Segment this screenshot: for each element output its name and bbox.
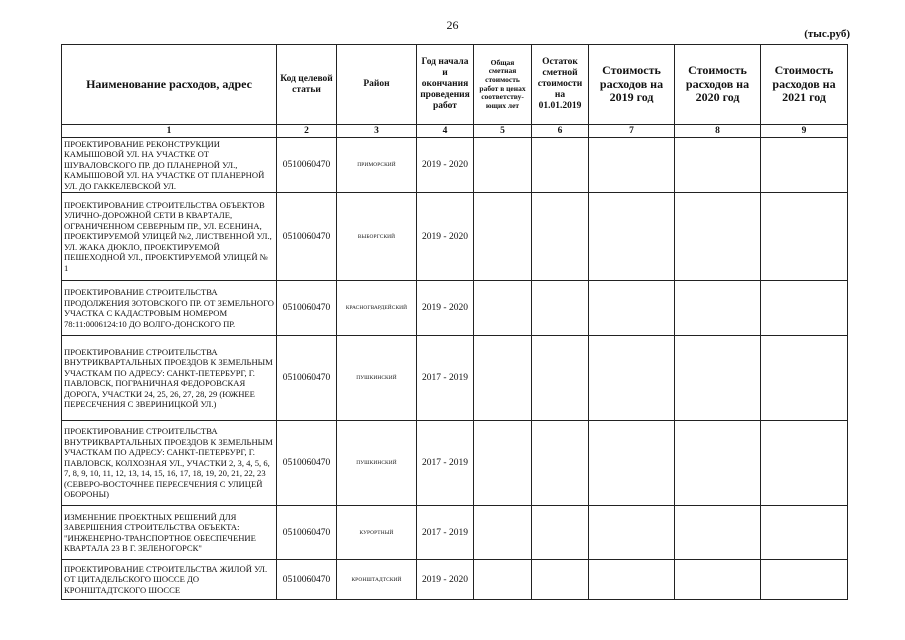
table-row (62, 506, 848, 560)
header-total-cost: Общая сметная стоимость работ в ценах соответству-ющих лет (474, 45, 532, 125)
row-name: ПРОЕКТИРОВАНИЕ СТРОИТЕЛЬСТВА ПРОДОЛЖЕНИЯ ЗОТОВСКОГО ПР. ОТ ЗЕМЕЛЬНОГО УЧАСТКА С КАДАСТРОВЫМ НОМЕРОМ 78:11:0006124:10 ДО ВОЛГО-ДОНСКОГО ПР. (62, 281, 277, 336)
expenses-table (61, 44, 848, 600)
row-years: 2017 - 2019 (417, 506, 474, 560)
row-total-cost (474, 193, 532, 281)
row-code: 0510060470 (277, 281, 337, 336)
row-cost-2019 (589, 193, 675, 281)
row-cost-2019 (589, 560, 675, 600)
row-code: 0510060470 (277, 336, 337, 421)
row-remainder (532, 336, 589, 421)
header-cost-2019: Стоимость расходов на 2019 год (589, 45, 675, 125)
header-remainder: Остаток сметной стоимости на 01.01.2019 (532, 45, 589, 125)
row-years: 2019 - 2020 (417, 560, 474, 600)
row-code: 0510060470 (277, 506, 337, 560)
row-remainder (532, 138, 589, 193)
row-cost-2021 (761, 138, 848, 193)
table-row (62, 336, 848, 421)
row-remainder (532, 281, 589, 336)
row-cost-2019 (589, 336, 675, 421)
row-district: ПУШКИНСКИЙ (337, 336, 417, 421)
header-cost-2020: Стоимость расходов на 2020 год (675, 45, 761, 125)
column-number: 9 (761, 125, 848, 138)
row-remainder (532, 421, 589, 506)
row-district: КРОНШТАДТСКИЙ (337, 560, 417, 600)
row-cost-2020 (675, 506, 761, 560)
column-number: 5 (474, 125, 532, 138)
row-total-cost (474, 138, 532, 193)
row-district: КРАСНОГВАРДЕЙСКИЙ (337, 281, 417, 336)
row-total-cost (474, 560, 532, 600)
row-cost-2021 (761, 421, 848, 506)
row-cost-2019 (589, 506, 675, 560)
row-name: ИЗМЕНЕНИЕ ПРОЕКТНЫХ РЕШЕНИЙ ДЛЯ ЗАВЕРШЕНИЯ СТРОИТЕЛЬСТВА ОБЪЕКТА: "ИНЖЕНЕРНО-ТРАНСПОРТНОЕ ОБЕСПЕЧЕНИЕ КВАРТАЛА 23 В Г. ЗЕЛЕНОГОРСК" (62, 506, 277, 560)
row-total-cost (474, 336, 532, 421)
row-name: ПРОЕКТИРОВАНИЕ СТРОИТЕЛЬСТВА ВНУТРИКВАРТАЛЬНЫХ ПРОЕЗДОВ К ЗЕМЕЛЬНЫМ УЧАСТКАМ ПО АДРЕСУ: САНКТ-ПЕТЕРБУРГ, Г. ПАВЛОВСК, КОЛХОЗНАЯ УЛ., УЧАСТКИ 2, 3, 4, 5, 6, 7, 8, 9, 10, 11, 12, 13, 14, 15, 16, 17, 18, 19, 20, 21, 22, 23 (СЕВЕРО-ВОСТОЧНЕЕ ПЕРЕСЕЧЕНИЯ С УЛИЦЕЙ ОБОРОНЫ) (62, 421, 277, 506)
row-remainder (532, 560, 589, 600)
row-cost-2020 (675, 560, 761, 600)
column-number: 2 (277, 125, 337, 138)
row-name: ПРОЕКТИРОВАНИЕ РЕКОНСТРУКЦИИ КАМЫШОВОЙ УЛ. НА УЧАСТКЕ ОТ ШУВАЛОВСКОГО ПР. ДО ПЛАНЕРНОЙ УЛ., КАМЫШОВОЙ УЛ. НА УЧАСТКЕ ОТ ПЛАНЕРНОЙ УЛ. ДО ГАККЕЛЕВСКОЙ УЛ. (62, 138, 277, 193)
row-total-cost (474, 506, 532, 560)
row-district: КУРОРТНЫЙ (337, 506, 417, 560)
row-remainder (532, 506, 589, 560)
column-number-row (62, 125, 848, 138)
row-years: 2017 - 2019 (417, 336, 474, 421)
header-code: Код целевой статьи (277, 45, 337, 125)
row-years: 2019 - 2020 (417, 138, 474, 193)
table-row (62, 421, 848, 506)
row-cost-2021 (761, 506, 848, 560)
row-code: 0510060470 (277, 421, 337, 506)
row-name: ПРОЕКТИРОВАНИЕ СТРОИТЕЛЬСТВА ОБЪЕКТОВ УЛИЧНО-ДОРОЖНОЙ СЕТИ В КВАРТАЛЕ, ОГРАНИЧЕННОМ СЕВЕРНЫМ ПР., УЛ. ЕСЕНИНА, ПРОЕКТИРУЕМОЙ УЛИЦЕЙ №2, ЛИСТВЕННОЙ УЛ., УЛ. ЖАКА ДЮКЛО, ПРОЕКТИРУЕМОЙ ПЕШЕХОДНОЙ УЛ., ПРОЕКТИРУЕМОЙ УЛИЦЕЙ № 1 (62, 193, 277, 281)
row-cost-2020 (675, 421, 761, 506)
page-number: 26 (446, 18, 459, 32)
row-cost-2021 (761, 193, 848, 281)
column-number: 3 (337, 125, 417, 138)
table-row (62, 281, 848, 336)
row-code: 0510060470 (277, 138, 337, 193)
row-years: 2017 - 2019 (417, 421, 474, 506)
table-row (62, 193, 848, 281)
row-remainder (532, 193, 589, 281)
row-cost-2021 (761, 560, 848, 600)
table-row (62, 138, 848, 193)
table-row (62, 560, 848, 600)
row-district: ВЫБОРГСКИЙ (337, 193, 417, 281)
row-years: 2019 - 2020 (417, 281, 474, 336)
row-cost-2020 (675, 281, 761, 336)
units-label: (тыс.руб) (804, 28, 850, 40)
row-cost-2020 (675, 193, 761, 281)
row-years: 2019 - 2020 (417, 193, 474, 281)
column-number: 6 (532, 125, 589, 138)
column-number: 8 (675, 125, 761, 138)
row-code: 0510060470 (277, 193, 337, 281)
header-row (62, 45, 848, 125)
column-number: 1 (62, 125, 277, 138)
row-district: ПУШКИНСКИЙ (337, 421, 417, 506)
header-years: Год начала и окончания проведения работ (417, 45, 474, 125)
header-name: Наименование расходов, адрес (62, 45, 277, 125)
row-name: ПРОЕКТИРОВАНИЕ СТРОИТЕЛЬСТВА ВНУТРИКВАРТАЛЬНЫХ ПРОЕЗДОВ К ЗЕМЕЛЬНЫМ УЧАСТКАМ ПО АДРЕСУ: САНКТ-ПЕТЕРБУРГ, Г. ПАВЛОВСК, ПОГРАНИЧНАЯ ФЕДОРОВСКАЯ ДОРОГА, УЧАСТКИ 24, 25, 26, 27, 28, 29 (ЮЖНЕЕ ПЕРЕСЕЧЕНИЯ С ЗВЕРИНИЦКОЙ УЛ.) (62, 336, 277, 421)
row-cost-2019 (589, 138, 675, 193)
row-name: ПРОЕКТИРОВАНИЕ СТРОИТЕЛЬСТВА ЖИЛОЙ УЛ. ОТ ЦИТАДЕЛЬСКОГО ШОССЕ ДО КРОНШТАДТСКОГО ШОССЕ (62, 560, 277, 600)
row-total-cost (474, 281, 532, 336)
column-number: 4 (417, 125, 474, 138)
header-cost-2021: Стоимость расходов на 2021 год (761, 45, 848, 125)
row-cost-2019 (589, 421, 675, 506)
row-cost-2019 (589, 281, 675, 336)
row-total-cost (474, 421, 532, 506)
header-district: Район (337, 45, 417, 125)
row-district: ПРИМОРСКИЙ (337, 138, 417, 193)
row-cost-2020 (675, 336, 761, 421)
column-number: 7 (589, 125, 675, 138)
row-cost-2020 (675, 138, 761, 193)
row-cost-2021 (761, 336, 848, 421)
row-cost-2021 (761, 281, 848, 336)
row-code: 0510060470 (277, 560, 337, 600)
